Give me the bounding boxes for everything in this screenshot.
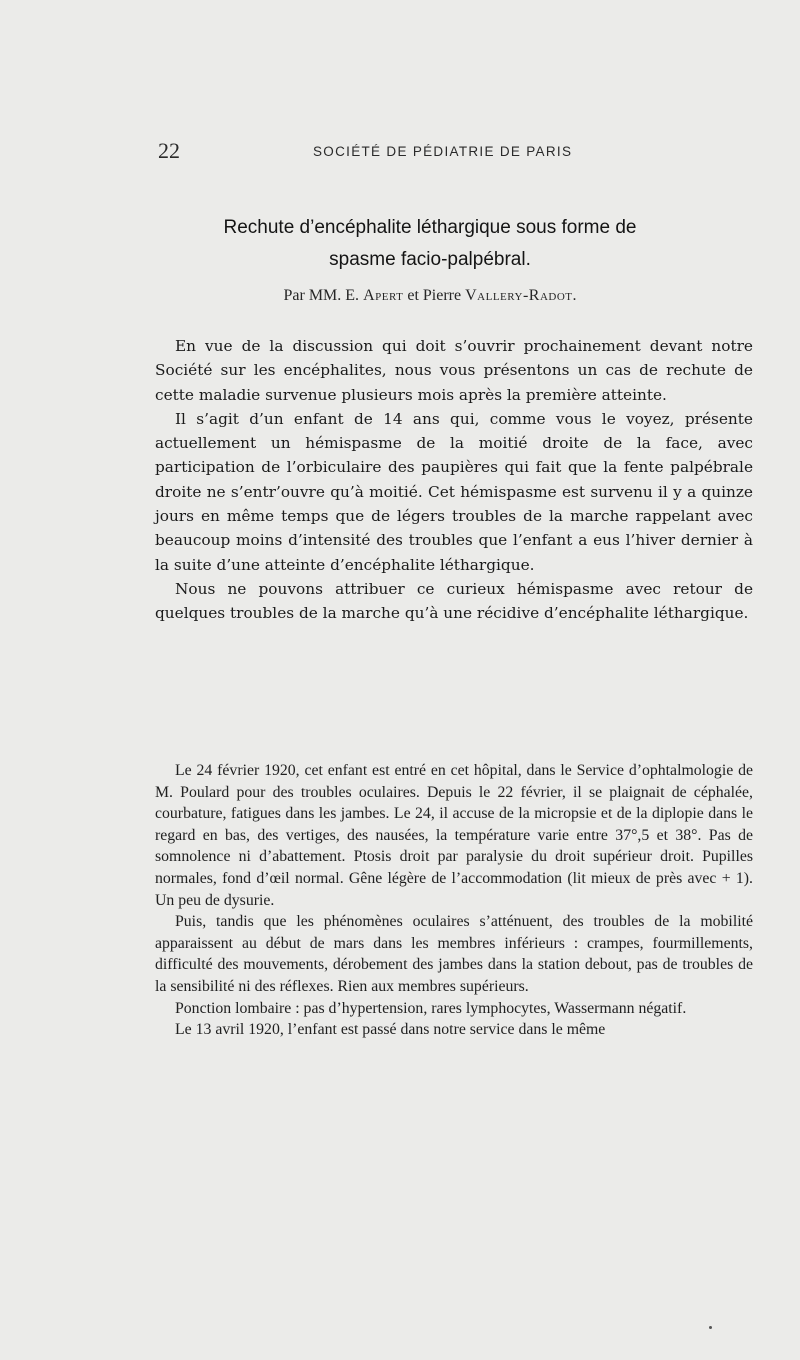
article-authors [170,287,690,305]
article-title [150,212,710,276]
observation-paragraph: Le 24 février 1920, cet enfant est entré en cet hôpital, dans le Service d’ophtalmologie de M. Poulard pour des troubles oculaires. Depuis le 22 février, il se plaignait de céphalée, courbature, fatigues dans les jambes. Le 24, il accuse de la micropsie et de la diplopie dans le regard en bas, des vertiges, des nausées, la température varie entre 37°,5 et 38°. Pas de somnolence ni d’abattement. Ptosis droit par paralysie du droit supérieur droit. Pupilles normales, fond d’œil normal. Gêne légère de l’accommodation (lit mieux de près avec + 1). Un peu de dysurie. [155,762,753,909]
running-head [158,138,758,162]
authors-end: . [572,287,577,304]
author-vallery-radot: Vallery-Radot [465,287,573,304]
observation-text [155,760,753,1041]
observation-paragraph: Ponction lombaire : pas d’hypertension, rares lymphocytes, Wassermann négatif. [175,999,687,1017]
article-title-line-1: Rechute d’encéphalite léthargique sous forme de [223,217,637,238]
page-number: 22 [158,138,180,163]
body-paragraph: Il s’agit d’un enfant de 14 ans qui, comme vous le voyez, présente actuellement un hémispasme de la moitié droite de la face, avec participation de l’orbiculaire des paupières qui fait que la fente palpébrale droite ne s’entr’ouvre qu’à moitié. Cet hémispasme est survenu il y a quinze jours en même temps que de légers troubles de la marche rappelant avec beaucoup moins d’intensité des troubles que l’enfant a eus l’hiver dernier à la suite d’une atteinte d’encéphalite léthargique. [155,409,753,574]
body-paragraph: En vue de la discussion qui doit s’ouvrir prochainement devant notre Société sur les encéphalites, nous vous présentons un cas de rechute de cette maladie survenue plusieurs mois après la première atteinte. [155,337,753,404]
body-text [155,334,753,626]
body-paragraph: Nous ne pouvons attribuer ce curieux hémispasme avec retour de quelques troubles de la marche qu’à une récidive d’encéphalite léthargique. [155,579,753,623]
observation-paragraph: Puis, tandis que les phénomènes oculaires s’atténuent, des troubles de la mobilité apparaissent au début de mars dans les membres inférieurs : crampes, fourmillements, difficulté des mouvements, dérobement des jambes dans la station debout, pas de troubles de la sensibilité ni des réflexes. Rien aux membres supérieurs. [155,913,753,995]
observation-paragraph: Le 13 avril 1920, l’enfant est passé dans notre service dans le même [175,1021,606,1039]
speck-mark [709,1326,712,1329]
journal-title: SOCIÉTÉ DE PÉDIATRIE DE PARIS [313,144,573,159]
author-apert: Apert [363,287,404,304]
article-title-line-2: spasme facio-palpébral. [329,249,531,270]
authors-prefix: Par MM. E. [283,287,364,304]
authors-mid: et Pierre [403,287,466,304]
